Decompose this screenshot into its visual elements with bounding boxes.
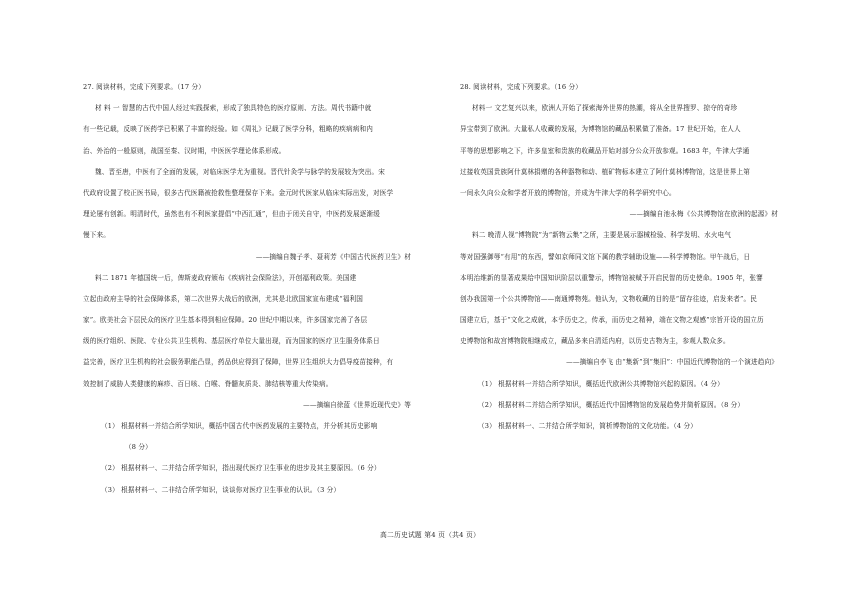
q28-question-1: （1） 根据材料一并结合所学知识，概括近代欧洲公共博物馆兴起的原因。（4 分） bbox=[478, 379, 724, 388]
q27-source-2: ——摘编自徐蓝《世界近现代史》等 bbox=[303, 400, 411, 409]
q27-question-2: （2） 根据材料一、二并结合所学知识，指出现代医疗卫生事业的进步及其主要原因。（6 分） bbox=[101, 464, 381, 473]
q27-material-1-line: 魏、晋至唐，中医有了全面的发展，对临床医学尤为重视。晋代针灸学与脉学的发展较为突出。宋 bbox=[95, 167, 385, 176]
q27-material-1-line: 代政府设置了校正医书局，很多古代医籍被抢救性整理保存下来。金元时代医家从临床实际出发，对医学 bbox=[83, 188, 394, 197]
q27-material-1-line: 治、外治的一般原则，战国至秦、汉时期，中医医学理论体系形成。 bbox=[83, 146, 286, 155]
q27-heading: 27. 阅读材料，完成下列要求。（17 分） bbox=[83, 83, 205, 91]
q27-material-2-line: 料二 1871 年德国统一后，俾斯麦政府颁布《疾病社会保险法》，开创福利政策。美国建 bbox=[95, 273, 357, 282]
q27-material-1-line: 慢下来。 bbox=[83, 231, 110, 240]
q27-material-1-line: 有一些记载，反映了医药学已积累了丰富的经验。如《周礼》记载了医学分科，粗略的疾病病和内 bbox=[83, 125, 373, 134]
question-28-column bbox=[460, 82, 780, 442]
q28-source-2: ——摘编自李飞 由“集新”到“集旧”：中国近代博物馆的一个演进趋向》 bbox=[566, 358, 778, 367]
q28-material-1-line: 材料一 文艺复兴以来，欧洲人开始了探索海外世界的热潮，将从全世界搜罗、掠夺的奇珍 bbox=[472, 104, 738, 113]
q28-material-2-line: 本明治维新的显著成果给中国知识阶层以重警示，博物馆被赋予开启民智的历史使命。1905 年，张謇 bbox=[460, 273, 763, 282]
q28-material-2-line: 料二 晚清人视“博物院”为“新物云集”之所，主要是展示器械检验、科学发明、水火电气 bbox=[472, 231, 732, 240]
q28-material-2-line: 等对国强御辱“有用”的东西，譬如京师同文馆下属的教学辅助设施——科学博物馆。甲午战后，日 bbox=[460, 252, 751, 261]
q27-material-2-line: 级的医疗组织、医院、专业公共卫生机构、基层医疗单位大量出现，而为国家的医疗卫生服务体系日 bbox=[83, 337, 380, 346]
q27-material-2-line: 家”。欧美社会下层民众的医疗卫生基本得到相应保障。20 世纪中期以来，许多国家完善了各层 bbox=[83, 316, 368, 325]
q27-material-2-line: 益完善，医疗卫生机构的社会服务职能凸显，药品供应得到了保障，世界卫生组织大力倡导疫苗接种，有 bbox=[83, 358, 394, 367]
q28-material-1-line: 过接收英国贵族阿什莫林捐赠的各种器物和动、植矿物标本建立了阿什莫林博物馆，这是世界上第 bbox=[460, 167, 750, 176]
q28-material-1-line: 一间永久向公众和学者开放的博物馆，并成为牛津大学的科学研究中心。 bbox=[460, 188, 676, 197]
q28-material-2-line: 史博物馆和故宫博物院相继成立，藏品多来自清廷内府，以历史古物为主，参观人数众多。 bbox=[460, 337, 730, 346]
q28-material-1-line: 平等的思想影响之下，许多皇室和贵族的收藏品开始对部分公众开放参观。1683 年，牛津大学通 bbox=[460, 146, 750, 155]
q27-material-2-line: 立起由政府主导的社会保障体系，第二次世界大战后的欧洲，尤其是北欧国家宣布建成“福利国 bbox=[83, 294, 364, 303]
q27-material-2-line: 效控制了威胁人类健康的麻疹、百日咳、白喉、脊髓灰质炎、肺结核等重大传染病。 bbox=[83, 379, 333, 388]
q27-material-1-line: 材 料 一 智慧的古代中国人经过实践探索，形成了独具特色的医疗原则、方法。周代书籍中就 bbox=[95, 104, 372, 113]
q27-source-1: ——摘编自魏子孝、聂莉芳《中国古代医药卫生》材 bbox=[255, 252, 411, 261]
page-footer: 高二历史试题 第4 页（共4 页） bbox=[379, 531, 481, 539]
question-27-column bbox=[83, 82, 413, 506]
q27-question-1-score: （8 分） bbox=[125, 443, 152, 452]
q28-material-2-line: 国建立后，基于“文化之成就，本乎历史之，传承，而历史之精神，端在文物之观感”宗旨开设的国立历 bbox=[460, 316, 764, 325]
q28-question-3: （3） 根据材料一、二并结合所学知识，简析博物馆的文化功能。（4 分） bbox=[478, 422, 697, 430]
q28-material-1-line: 异宝带到了欧洲。大量私人收藏的发展，为博物馆的藏品积累做了准备。17 世纪开始，在人人 bbox=[460, 125, 741, 134]
q27-question-1: （1） 根据材料一并结合所学知识，概括中国古代中医药发展的主要特点，并分析其历史影响 bbox=[101, 422, 378, 430]
q28-heading: 28. 阅读材料，完成下列要求。（16 分） bbox=[460, 83, 582, 91]
q28-source-1: ——摘编自池永梅《公共博物馆在欧洲的起源》材 bbox=[629, 210, 778, 219]
q28-question-2: （2） 根据材料二并结合所学知识，概括近代中国博物馆的发展趋势并简析原因。（8 分） bbox=[478, 400, 745, 409]
q27-question-3: （3） 根据材料一、二非结合所学知识，谈谈你对医疗卫生事业的认识。（3 分） bbox=[101, 485, 341, 494]
q28-material-2-line: 创办我国第一个公共博物馆——南通博物苑。他认为，文物收藏的目的是“留存往迹，启发来者”。民 bbox=[460, 294, 758, 303]
q27-material-1-line: 理论屡有创新。明清时代，虽然也有不利医家提倡“中西汇通”，但由于闭关自守，中医药发展逐渐缓 bbox=[83, 210, 381, 219]
